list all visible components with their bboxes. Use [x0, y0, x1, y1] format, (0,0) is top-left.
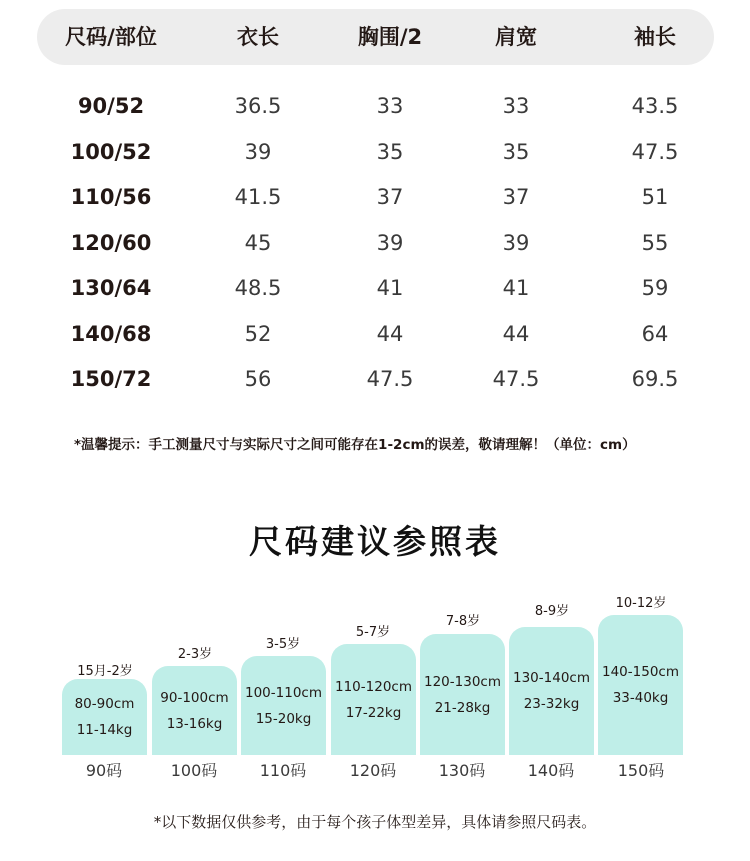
- chest-cell: 39: [376, 231, 404, 255]
- shoulder-cell: 35: [502, 140, 530, 164]
- chest-cell: 44: [376, 322, 404, 346]
- size-bar: [331, 644, 416, 755]
- size-cell: 150/72: [70, 367, 152, 391]
- size-cell: 100/52: [70, 140, 152, 164]
- measurement-note: *温馨提示：手工测量尺寸与实际尺寸之间可能存在1-2cm的误差，敬请理解！（单位：cm）: [74, 437, 636, 453]
- chest-cell: 41: [376, 276, 404, 300]
- table-row: [0, 86, 750, 126]
- chest-cell: 33: [376, 94, 404, 118]
- age-label: 5-7岁: [355, 625, 391, 640]
- weight-range: 23-32kg: [523, 696, 580, 712]
- size-bar: [509, 627, 594, 755]
- table-row: [0, 177, 750, 217]
- size-bar: [241, 656, 326, 755]
- shoulder-cell: 41: [502, 276, 530, 300]
- weight-range: 13-16kg: [166, 715, 223, 732]
- chest-cell: 47.5: [366, 367, 414, 391]
- header-chest: 胸围/2: [357, 25, 423, 49]
- size-label: 90码: [85, 761, 123, 780]
- height-range: 90-100cm: [160, 689, 229, 706]
- age-label: 3-5岁: [265, 637, 301, 652]
- header-length: 衣长: [237, 25, 279, 49]
- size-label: 120码: [349, 761, 397, 780]
- size-bar: [62, 679, 147, 755]
- sleeve-cell: 51: [641, 185, 669, 209]
- chest-cell: 37: [376, 185, 404, 209]
- sleeve-cell: 59: [641, 276, 669, 300]
- age-label: 15月-2岁: [77, 664, 133, 679]
- height-range: 80-90cm: [74, 696, 135, 712]
- section-title: 尺码建议参照表: [249, 522, 501, 561]
- shoulder-cell: 39: [502, 231, 530, 255]
- age-label: 7-8岁: [445, 614, 481, 629]
- size-label: 110码: [259, 761, 307, 780]
- age-label: 2-3岁: [177, 647, 213, 662]
- length-cell: 52: [244, 322, 272, 346]
- table-row: [0, 132, 750, 172]
- header-sleeve: 袖长: [634, 25, 676, 49]
- size-cell: 120/60: [70, 231, 152, 255]
- length-cell: 48.5: [234, 276, 282, 300]
- sleeve-cell: 47.5: [631, 140, 679, 164]
- height-range: 110-120cm: [335, 678, 412, 695]
- weight-range: 33-40kg: [612, 690, 669, 706]
- weight-range: 21-28kg: [434, 699, 491, 716]
- size-bar: [152, 666, 237, 755]
- age-label: 10-12岁: [615, 596, 667, 611]
- shoulder-cell: 47.5: [492, 367, 540, 391]
- weight-range: 15-20kg: [255, 710, 312, 727]
- table-row: [0, 268, 750, 308]
- header-size-part: 尺码/部位: [65, 25, 157, 49]
- sleeve-cell: 64: [641, 322, 669, 346]
- size-label: 130码: [438, 761, 486, 780]
- chest-cell: 35: [376, 140, 404, 164]
- height-range: 130-140cm: [513, 670, 590, 686]
- height-range: 100-110cm: [245, 684, 322, 701]
- sleeve-cell: 69.5: [631, 367, 679, 391]
- size-label: 140码: [527, 761, 575, 780]
- length-cell: 36.5: [234, 94, 282, 118]
- shoulder-cell: 33: [502, 94, 530, 118]
- size-bar: [420, 634, 505, 755]
- age-label: 8-9岁: [534, 604, 570, 619]
- weight-range: 11-14kg: [76, 722, 133, 738]
- size-label: 150码: [617, 761, 665, 780]
- length-cell: 39: [244, 140, 272, 164]
- size-cell: 110/56: [70, 185, 152, 209]
- table-row: [0, 359, 750, 399]
- sleeve-cell: 55: [641, 231, 669, 255]
- shoulder-cell: 44: [502, 322, 530, 346]
- shoulder-cell: 37: [502, 185, 530, 209]
- length-cell: 56: [244, 367, 272, 391]
- header-shoulder: 肩宽: [495, 25, 537, 49]
- height-range: 140-150cm: [602, 664, 679, 680]
- weight-range: 17-22kg: [345, 704, 402, 721]
- size-cell: 130/64: [70, 276, 152, 300]
- reference-note: *以下数据仅供参考，由于每个孩子体型差异，具体请参照尺码表。: [153, 813, 597, 831]
- size-cell: 90/52: [77, 94, 145, 118]
- size-label: 100码: [170, 761, 218, 780]
- length-cell: 41.5: [234, 185, 282, 209]
- table-row: [0, 223, 750, 263]
- size-bar: [598, 615, 683, 755]
- table-row: [0, 314, 750, 354]
- size-cell: 140/68: [70, 322, 152, 346]
- length-cell: 45: [244, 231, 272, 255]
- height-range: 120-130cm: [424, 673, 501, 690]
- sleeve-cell: 43.5: [631, 94, 679, 118]
